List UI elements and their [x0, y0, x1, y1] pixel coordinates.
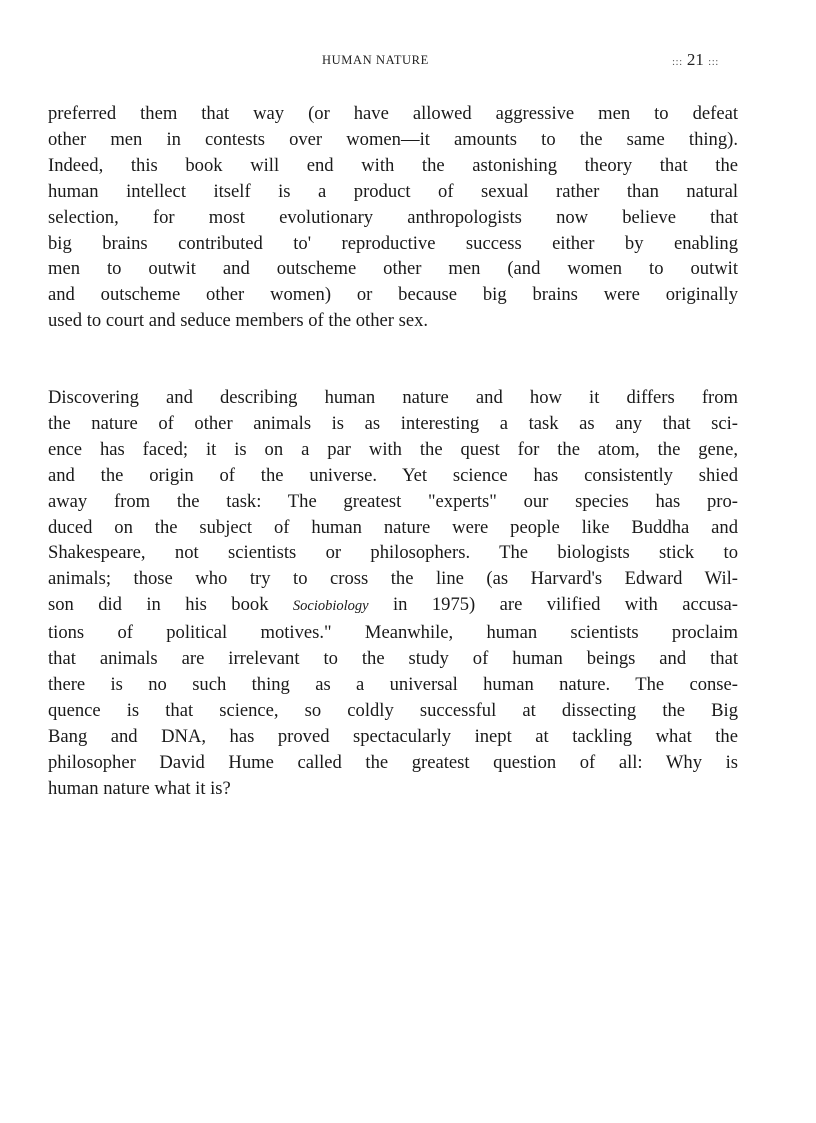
text-line: philosopher David Hume called the greatest question of all: Why is	[48, 751, 738, 773]
text-line: Discovering and describing human nature and how it differs from	[48, 387, 738, 408]
book-title: Sociobiology	[292, 598, 369, 615]
running-head	[0, 50, 816, 70]
text-line: ence has faced; it is on a par with the quest for the atom, the gene,	[48, 438, 738, 460]
text-line: away from the task: The greatest "experts" our species has pro-	[48, 490, 738, 512]
page-number	[672, 50, 719, 70]
text-line: there is no such thing as a universal human nature. The conse-	[48, 673, 738, 695]
text-segment: in 1975) are vilified with accusa-	[368, 594, 738, 616]
text-line: big brains contributed to' reproductive success either by enabling	[48, 232, 738, 254]
text-line: Shakespeare, not scientists or philosophers. The biologists stick to	[48, 542, 738, 564]
text-line: human nature what it is?	[48, 777, 231, 799]
text-line: tions of political motives." Meanwhile, human scientists proclaim	[48, 622, 738, 644]
paragraph-1	[48, 101, 738, 334]
running-title: HUMAN NATURE	[322, 53, 429, 67]
text-line: selection, for most evolutionary anthropologists now believe that	[48, 206, 738, 228]
text-line: Bang and DNA, has proved spectacularly inept at tackling what the	[48, 725, 738, 747]
ornament-left: :::	[672, 56, 683, 68]
text-line: that animals are irrelevant to the study of human beings and that	[48, 648, 738, 670]
paragraph-2	[48, 385, 738, 802]
text-line: quence is that science, so coldly successful at dissecting the Big	[48, 699, 738, 721]
text-line: and outscheme other women) or because big brains were originally	[48, 284, 738, 306]
text-line: animals; those who try to cross the line (as Harvard's Edward Wil-	[48, 568, 738, 590]
text-line: other men in contests over women—it amounts to the same thing).	[48, 128, 738, 150]
text-segment: son did in his book	[48, 594, 293, 616]
text-line: human intellect itself is a product of sexual rather than natural	[48, 180, 738, 202]
text-line: the nature of other animals is as interesting a task as any that sci-	[48, 412, 738, 434]
text-line: men to outwit and outscheme other men (and women to outwit	[48, 258, 738, 280]
text-line: used to court and seduce members of the other sex.	[48, 310, 429, 332]
ornament-right: :::	[708, 56, 719, 68]
text-line: and the origin of the universe. Yet science has consistently shied	[48, 464, 738, 486]
text-line: duced on the subject of human nature were people like Buddha and	[48, 516, 738, 538]
text-line: Indeed, this book will end with the astonishing theory that the	[48, 154, 738, 176]
page-number-value: 21	[686, 50, 704, 69]
text-line-with-title	[48, 592, 738, 620]
text-line: preferred them that way (or have allowed aggressive men to defeat	[48, 103, 738, 124]
